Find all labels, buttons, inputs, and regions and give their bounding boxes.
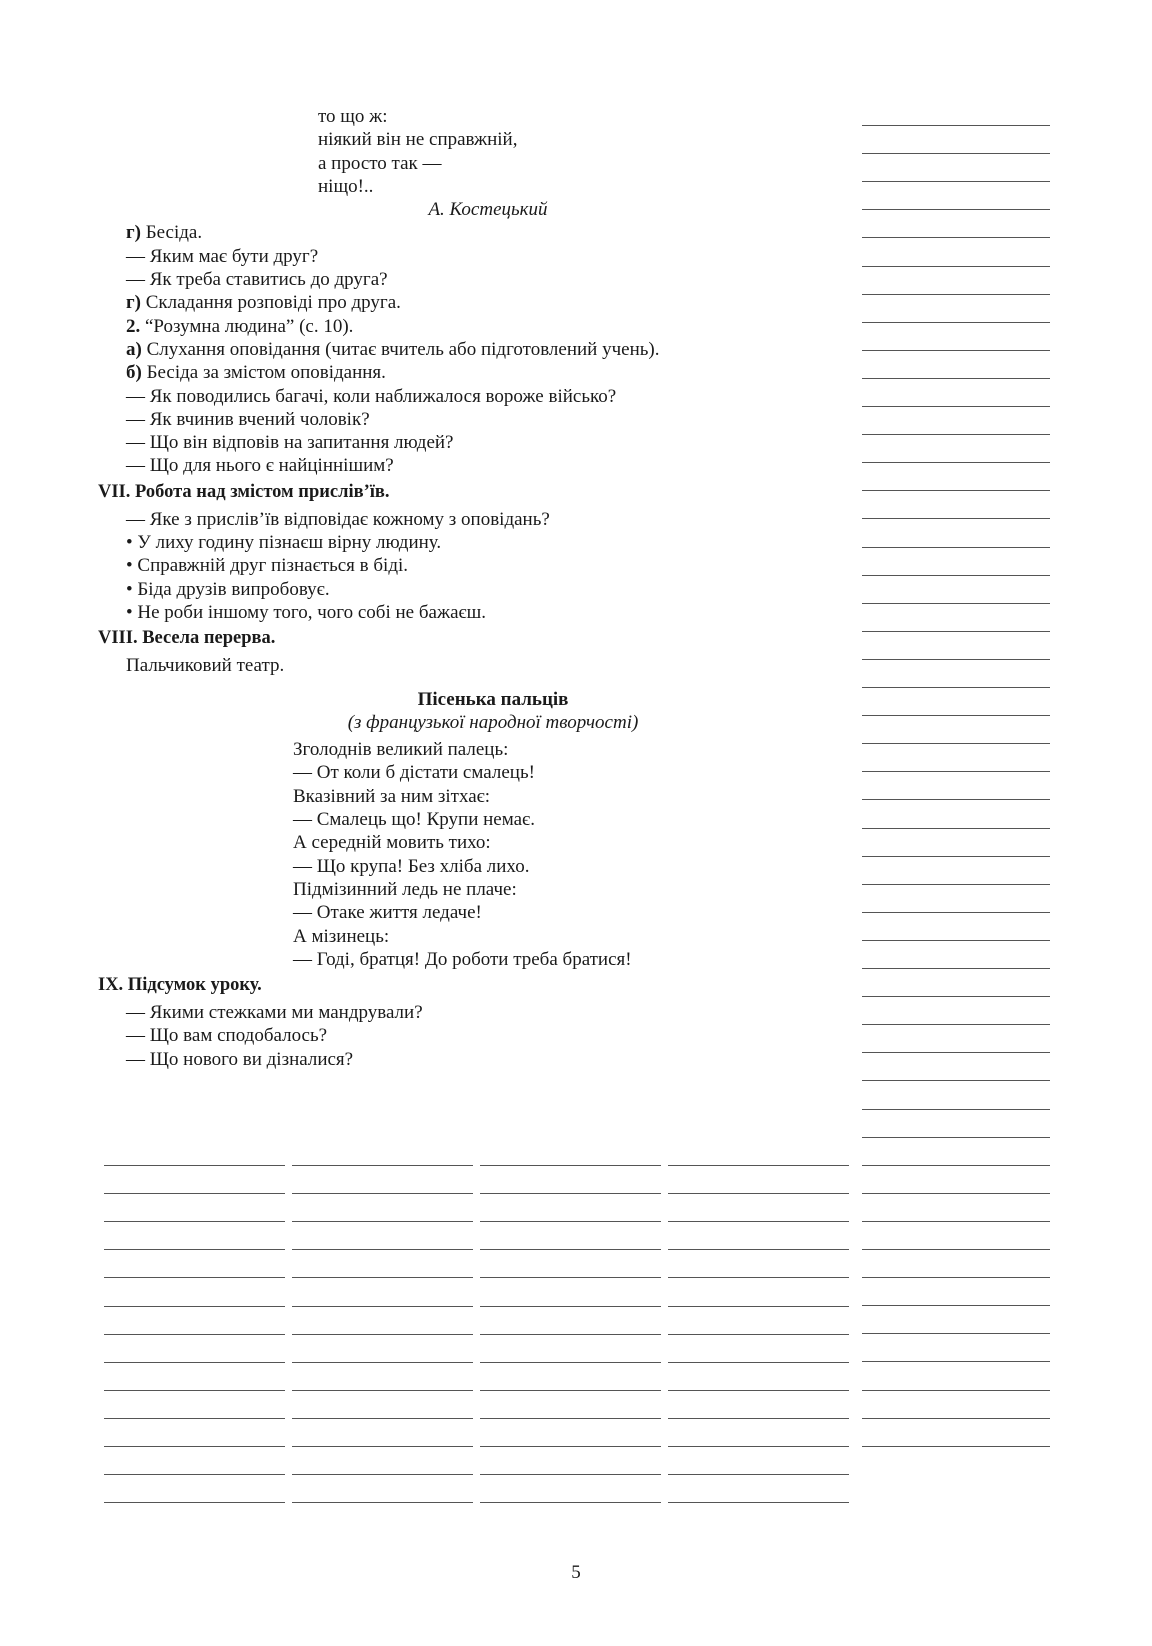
- question-line: — Як треба ставитись до друга?: [126, 269, 388, 291]
- note-rule: [862, 771, 1050, 772]
- note-rule: [480, 1418, 661, 1419]
- note-rule: [862, 1221, 1050, 1222]
- song-line: А мізинець:: [293, 925, 390, 947]
- note-rule: [862, 1052, 1050, 1053]
- note-rule: [668, 1390, 849, 1391]
- note-rule: [862, 350, 1050, 351]
- question-line: — Що для нього є найціннішим?: [126, 455, 394, 477]
- note-rule: [480, 1362, 661, 1363]
- note-rule: [668, 1362, 849, 1363]
- note-rule: [292, 1418, 473, 1419]
- note-rule: [292, 1446, 473, 1447]
- question-line: — Як поводились багачі, коли наближалося вороже військо?: [126, 385, 617, 407]
- note-rule: [292, 1390, 473, 1391]
- item-marker: 2.: [126, 315, 141, 337]
- note-rule: [862, 715, 1050, 716]
- note-rule: [668, 1277, 849, 1278]
- note-rule: [480, 1502, 661, 1503]
- proverb-line: • Біда друзів випробовує.: [126, 578, 330, 600]
- note-rule: [292, 1249, 473, 1250]
- note-rule: [292, 1193, 473, 1194]
- item-marker: а): [126, 338, 142, 360]
- note-rule: [104, 1221, 285, 1222]
- note-rule: [862, 603, 1050, 604]
- song-line: — Отаке життя ледаче!: [293, 902, 482, 924]
- poem-author: А. Костецький: [428, 199, 548, 221]
- note-rule: [862, 294, 1050, 295]
- note-rule: [862, 912, 1050, 913]
- note-rule: [480, 1334, 661, 1335]
- item-a: [98, 338, 838, 361]
- proverb-line: • Не роби іншому того, чого собі не бажаєш.: [126, 601, 487, 623]
- note-rule: [104, 1362, 285, 1363]
- item-g-conversation: [98, 221, 838, 244]
- item-text: Бесіда.: [140, 222, 203, 244]
- proverb-line: • Справжній друг пізнається в біді.: [126, 555, 409, 577]
- note-rule: [862, 940, 1050, 941]
- note-rule: [104, 1502, 285, 1503]
- note-rule: [104, 1277, 285, 1278]
- note-rule: [480, 1446, 661, 1447]
- note-rule: [862, 266, 1050, 267]
- note-rule: [292, 1502, 473, 1503]
- note-rule: [862, 631, 1050, 632]
- item-marker: г): [126, 222, 141, 244]
- question-line: — Якими стежками ми мандрували?: [126, 1002, 423, 1024]
- note-rule: [862, 125, 1050, 126]
- note-rule: [862, 378, 1050, 379]
- section-text: Пальчиковий театр.: [126, 655, 285, 677]
- note-rule: [862, 1446, 1050, 1447]
- note-rule: [862, 406, 1050, 407]
- question-line: — Яким має бути друг?: [126, 245, 319, 267]
- poem-line: нiщо!..: [318, 175, 374, 197]
- note-rule: [668, 1418, 849, 1419]
- note-rule: [862, 1249, 1050, 1250]
- note-rule: [292, 1362, 473, 1363]
- item-b: [98, 361, 838, 384]
- note-rule: [862, 237, 1050, 238]
- song-line: — Смалець що! Крупи немає.: [293, 809, 535, 831]
- item-text: Бесіда за змістом оповідання.: [141, 362, 386, 384]
- note-rule: [292, 1306, 473, 1307]
- note-rule: [104, 1165, 285, 1166]
- note-rule: [862, 968, 1050, 969]
- note-rule: [862, 1109, 1050, 1110]
- note-rule: [480, 1165, 661, 1166]
- note-rule: [480, 1249, 661, 1250]
- note-rule: [862, 1277, 1050, 1278]
- note-rule: [862, 687, 1050, 688]
- note-rule: [480, 1390, 661, 1391]
- note-rule: [862, 828, 1050, 829]
- song-title: Пісенька пальців: [417, 688, 569, 710]
- note-rule: [862, 996, 1050, 997]
- item-text: Складання розповіді про друга.: [140, 292, 401, 314]
- note-rule: [862, 884, 1050, 885]
- note-rule: [668, 1446, 849, 1447]
- note-rule: [862, 743, 1050, 744]
- question-line: — Що нового ви дізналися?: [126, 1048, 354, 1070]
- note-rule: [862, 462, 1050, 463]
- note-rule: [104, 1474, 285, 1475]
- item-text: “Розумна людина” (с. 10).: [140, 315, 354, 337]
- note-rule: [104, 1193, 285, 1194]
- note-rule: [862, 799, 1050, 800]
- note-rule: [862, 856, 1050, 857]
- section-heading-ix: IX. Підсумок уроку.: [98, 975, 262, 996]
- item-2: [98, 315, 838, 338]
- note-rule: [292, 1221, 473, 1222]
- note-rule: [862, 1305, 1050, 1306]
- note-rule: [862, 1137, 1050, 1138]
- song-line: Вказівний за ним зітхає:: [293, 785, 491, 807]
- note-rule: [862, 1418, 1050, 1419]
- question-line: — Що вам сподобалось?: [126, 1025, 328, 1047]
- note-rule: [862, 1024, 1050, 1025]
- note-rule: [668, 1165, 849, 1166]
- note-rule: [862, 181, 1050, 182]
- note-rule: [480, 1277, 661, 1278]
- note-rule: [862, 322, 1050, 323]
- note-rule: [104, 1390, 285, 1391]
- song-line: — От коли б дістати смалець!: [293, 762, 535, 784]
- poem-line: ніякий він не справжній,: [318, 129, 518, 151]
- proverb-line: — Яке з прислів’їв відповідає кожному з оповідань?: [126, 508, 550, 530]
- song-line: Підмізинний ледь не плаче:: [293, 878, 517, 900]
- note-rule: [862, 1361, 1050, 1362]
- note-rule: [480, 1474, 661, 1475]
- page-number: 5: [571, 1562, 581, 1583]
- note-rule: [668, 1334, 849, 1335]
- note-rule: [292, 1334, 473, 1335]
- poem-line: то що ж:: [318, 106, 388, 127]
- poem-line: а просто так —: [318, 152, 442, 174]
- song-line: — Годі, братця! До роботи треба братися!: [293, 948, 632, 970]
- main-text-column: [98, 105, 838, 1071]
- song-subtitle: (з французької народної творчості): [347, 711, 639, 733]
- item-marker: г): [126, 292, 141, 314]
- note-rule: [668, 1249, 849, 1250]
- note-rule: [862, 575, 1050, 576]
- note-rule: [668, 1221, 849, 1222]
- note-rule: [668, 1474, 849, 1475]
- note-rule: [862, 1080, 1050, 1081]
- note-rule: [292, 1165, 473, 1166]
- note-rule: [480, 1193, 661, 1194]
- song-line: А середній мовить тихо:: [293, 832, 491, 854]
- note-rule: [862, 1333, 1050, 1334]
- note-rule: [104, 1446, 285, 1447]
- note-rule: [862, 209, 1050, 210]
- note-rule: [104, 1306, 285, 1307]
- proverb-line: • У лиху годину пізнаєш вірну людину.: [126, 532, 442, 554]
- note-rule: [480, 1306, 661, 1307]
- note-rule: [862, 1165, 1050, 1166]
- note-rule: [668, 1306, 849, 1307]
- note-rule: [480, 1221, 661, 1222]
- note-rule: [862, 547, 1050, 548]
- note-rule: [668, 1193, 849, 1194]
- item-text: Слухання оповідання (читає вчитель або підготовлений учень).: [141, 338, 660, 360]
- note-rule: [862, 1390, 1050, 1391]
- note-rule: [104, 1334, 285, 1335]
- section-heading-viii: VIII. Весела перерва.: [98, 628, 276, 649]
- question-line: — Що він відповів на запитання людей?: [126, 432, 454, 454]
- note-rule: [862, 1193, 1050, 1194]
- note-rule: [862, 659, 1050, 660]
- item-marker: б): [126, 362, 142, 384]
- section-heading-vii: VII. Робота над змістом прислів’їв.: [98, 481, 390, 502]
- note-rule: [862, 490, 1050, 491]
- note-rule: [862, 434, 1050, 435]
- note-rule: [104, 1249, 285, 1250]
- item-g-story: [98, 291, 838, 314]
- note-rule: [292, 1474, 473, 1475]
- note-rule: [104, 1418, 285, 1419]
- question-line: — Як вчинив вчений чоловік?: [126, 408, 370, 430]
- note-rule: [862, 518, 1050, 519]
- note-rule: [668, 1502, 849, 1503]
- song-line: Зголоднів великий палець:: [293, 739, 509, 761]
- note-rule: [292, 1277, 473, 1278]
- note-rule: [862, 153, 1050, 154]
- song-line: — Що крупа! Без хліба лихо.: [293, 855, 530, 877]
